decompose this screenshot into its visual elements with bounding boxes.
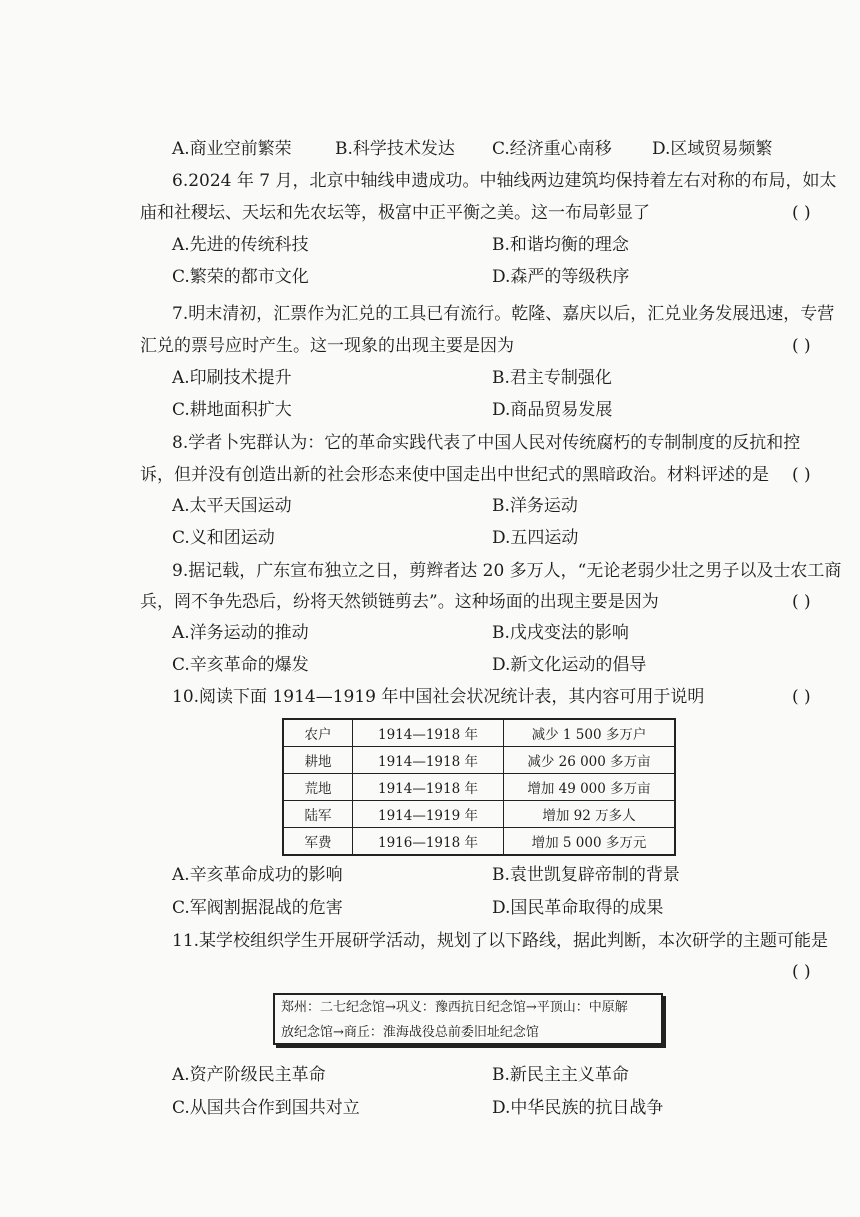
question-stem: 庙和社稷坛、天坛和先农坛等，极富中正平衡之美。这一布局彰显了 bbox=[140, 203, 650, 223]
table-cell: 荒地 bbox=[283, 774, 353, 801]
table-row bbox=[283, 719, 675, 747]
option: B.戊戌变法的影响 bbox=[492, 623, 629, 643]
option: B.新民主主义革命 bbox=[492, 1065, 629, 1085]
question-stem: 10.阅读下面 1914—1919 年中国社会状况统计表，其内容可用于说明 bbox=[172, 687, 705, 707]
table-cell: 1914—1918 年 bbox=[353, 747, 504, 774]
option: A.资产阶级民主革命 bbox=[172, 1065, 326, 1085]
table-row bbox=[283, 828, 675, 856]
table-cell: 1916—1918 年 bbox=[353, 828, 504, 856]
table-cell: 耕地 bbox=[283, 747, 353, 774]
question-stem: 汇兑的票号应时产生。这一现象的出现主要是因为 bbox=[140, 336, 514, 356]
option: C.军阀割据混战的危害 bbox=[172, 898, 343, 918]
option: A.洋务运动的推动 bbox=[172, 623, 309, 643]
option: D.区域贸易频繁 bbox=[652, 139, 773, 159]
route-line: 放纪念馆→商丘：淮海战役总前委旧址纪念馆 bbox=[281, 1025, 539, 1040]
route-box bbox=[273, 993, 663, 1045]
option: A.印刷技术提升 bbox=[172, 368, 292, 388]
option: C.耕地面积扩大 bbox=[172, 400, 292, 420]
route-line: 郑州：二七纪念馆→巩义：豫西抗日纪念馆→平顶山：中原解 bbox=[281, 1000, 628, 1015]
option: C.从国共合作到国共对立 bbox=[172, 1098, 360, 1118]
table-cell: 1914—1918 年 bbox=[353, 719, 504, 747]
table-cell: 军费 bbox=[283, 828, 353, 856]
question-stem: 兵，罔不争先恐后，纷将天然锁链剪去”。这种场面的出现主要是因为 bbox=[140, 592, 659, 612]
option: B.和谐均衡的理念 bbox=[492, 235, 629, 255]
answer-paren: ( ) bbox=[792, 592, 811, 612]
answer-paren: ( ) bbox=[792, 962, 811, 982]
table-cell: 增加 5 000 多万元 bbox=[504, 828, 676, 856]
option: A.商业空前繁荣 bbox=[172, 139, 292, 159]
option: D.国民革命取得的成果 bbox=[492, 898, 664, 918]
option: D.商品贸易发展 bbox=[492, 400, 613, 420]
option: B.科学技术发达 bbox=[335, 139, 455, 159]
option: D.新文化运动的倡导 bbox=[492, 655, 647, 675]
option: A.辛亥革命成功的影响 bbox=[172, 865, 343, 885]
question-stem: 8.学者卜宪群认为：它的革命实践代表了中国人民对传统腐朽的专制制度的反抗和控 bbox=[172, 433, 801, 453]
table-cell: 农户 bbox=[283, 719, 353, 747]
option: A.太平天国运动 bbox=[172, 496, 292, 516]
question-stem: 9.据记载，广东宣布独立之日，剪辫者达 20 多万人，“无论老弱少壮之男子以及士农工商 bbox=[172, 561, 842, 581]
question-stem: 诉，但并没有创造出新的社会形态来使中国走出中世纪式的黑暗政治。材料评述的是 bbox=[140, 465, 769, 485]
answer-paren: ( ) bbox=[792, 465, 811, 485]
table-row bbox=[283, 747, 675, 774]
answer-paren: ( ) bbox=[792, 336, 811, 356]
question-stem: 7.明末清初，汇票作为汇兑的工具已有流行。乾隆、嘉庆以后，汇兑业务发展迅速，专营 bbox=[172, 304, 835, 324]
table-row bbox=[283, 801, 675, 828]
table-cell: 陆军 bbox=[283, 801, 353, 828]
option: D.森严的等级秩序 bbox=[492, 267, 630, 287]
table-cell: 增加 49 000 多万亩 bbox=[504, 774, 676, 801]
option: C.辛亥革命的爆发 bbox=[172, 655, 309, 675]
statistics-table bbox=[282, 718, 676, 856]
question-stem: 11.某学校组织学生开展研学活动，规划了以下路线，据此判断，本次研学的主题可能是 bbox=[172, 931, 829, 951]
option: B.洋务运动 bbox=[492, 496, 578, 516]
table-cell: 1914—1918 年 bbox=[353, 774, 504, 801]
option: C.义和团运动 bbox=[172, 528, 275, 548]
option: B.君主专制强化 bbox=[492, 368, 612, 388]
option: B.袁世凯复辟帝制的背景 bbox=[492, 865, 680, 885]
table-cell: 1914—1919 年 bbox=[353, 801, 504, 828]
option: A.先进的传统科技 bbox=[172, 235, 309, 255]
table-row bbox=[283, 774, 675, 801]
table-cell: 减少 1 500 多万户 bbox=[504, 719, 676, 747]
option: D.五四运动 bbox=[492, 528, 579, 548]
table-cell: 增加 92 万多人 bbox=[504, 801, 676, 828]
answer-paren: ( ) bbox=[792, 687, 811, 707]
option: D.中华民族的抗日战争 bbox=[492, 1098, 664, 1118]
answer-paren: ( ) bbox=[792, 203, 811, 223]
table-cell: 减少 26 000 多万亩 bbox=[504, 747, 676, 774]
question-stem: 6.2024 年 7 月，北京中轴线申遗成功。中轴线两边建筑均保持着左右对称的布局，如太 bbox=[172, 171, 837, 191]
option: C.繁荣的都市文化 bbox=[172, 267, 309, 287]
option: C.经济重心南移 bbox=[492, 139, 612, 159]
